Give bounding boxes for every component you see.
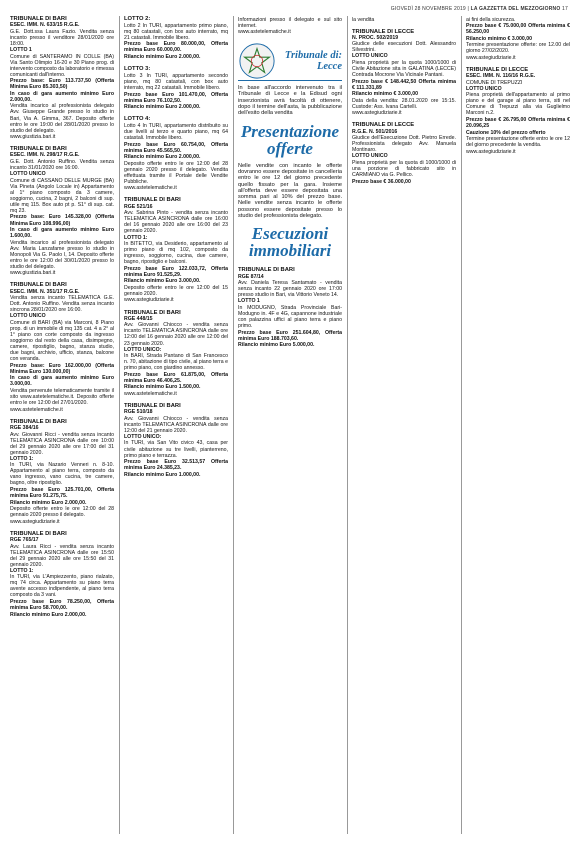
- listing-entry: [238, 267, 342, 348]
- entry-desc: Piena proprietà dell'appartamento al primo piano e del garage al piano terra, siti nel Comune di Trepuzzi alla via Guglielmo Marconi n.2.: [466, 92, 570, 117]
- promo-box: [238, 41, 342, 259]
- entry-ref: ESEC. IMM. N. 351/17 R.G.E.: [10, 288, 80, 295]
- promo-title-line2: Lecce: [316, 60, 342, 72]
- listing-entry: [238, 17, 342, 36]
- entry-body: Lotto 2 In TURI, appartamento primo piano, mq 80 catastali, con box auto interrato, mq 21 catastali. Immobile libero.: [124, 22, 228, 41]
- promo-body-2: Nelle vendite con incanto le offerte dovranno essere depositate in cancelleria entro le ore 12 del giorno precedente quello fissato per la gara. Insieme all'offerta deve essere depositata una somma pari al 10% del prezzo base. Nelle vendite senza incanto le offerte possono essere depositate presso lo studio del professionista delegato.: [238, 162, 342, 219]
- entry-body: G.E. Dott.ssa Laura Fazio. Vendita senza incanto presso il venditore 28/01/2020 ore 18:00.: [10, 28, 114, 47]
- listing-entry: [10, 531, 114, 618]
- entry-desc: Piena proprietà per la quota 1000/1000 di Civile Abitazione sita in GALATINA (LECCE) Contrada Mocrone Via Vicinale Pantani.: [352, 60, 456, 79]
- heading-esecuzioni: Esecuzioni immobiliari: [248, 224, 332, 261]
- entry-title: TRIBUNALE DI LECCE: [352, 122, 415, 129]
- column-2: [119, 16, 228, 834]
- listing-entry: [466, 17, 570, 61]
- entry-extra: Rilancio minimo Euro 2.000,00.: [10, 611, 87, 618]
- entry-body: ai fini della sicurezza.: [466, 16, 516, 23]
- entry-lot: LOTTO UNICO: [10, 171, 46, 178]
- entry-extra: Rilancio minimo Euro 2.000,00.: [124, 104, 201, 111]
- entry-extra: Rilancio minimo € 3.000,00: [352, 91, 419, 98]
- entry-desc: Comune di SANTERAMO IN COLLE (BA) Via Santo Olimpio 16-20 e 30 Piano prog. di intervento composto da laboratorio e rimessa comunicanti dall'interno.: [10, 53, 114, 78]
- entry-url[interactable]: www.giustizia.bari.it: [10, 134, 56, 141]
- entry-price: Prezzo base Euro 251.604,80, Offerta minima Euro 188.703,60.: [238, 329, 342, 342]
- entry-body: Avv. Giovanni Chiocco - vendita senza incanto TELEMATICA ASINCRONA dalle ore 12:00 del 16 gennaio 2020 alle ore 12:00 del 23 gennaio 2020.: [124, 322, 228, 347]
- entry-contact: Vendita incarico al professionista delegato Avv. Maria Lanzafame presso lo studio in Monopoli Via G. Paolo I, 14. Deposito offerte entro le ore 12:00 del 30/01/2020 presso lo studio del delegato.: [10, 239, 114, 270]
- entry-url[interactable]: www.astegiudiziarie.it: [352, 110, 402, 117]
- entry-desc: In BITETTO, via Desiderio, appartamento al primo piano di mq 102, composto da ingresso, soggiorno, cucina, due camere, bagno, ripostiglio e balconi.: [124, 241, 228, 266]
- entry-contact: Vendita pervenute telematicamente tramite il sito www.astetelematiche.it. Deposito offerte entro le ore 12:00 del 27/01/2020.: [10, 387, 114, 407]
- listing-entry: [10, 146, 114, 276]
- entry-lot: LOTTO UNICO:: [124, 346, 162, 353]
- page: [10, 16, 570, 834]
- entry-lot: LOTTO UNICO: [352, 153, 388, 160]
- entry-ref: N. PROC. 502/2019: [352, 34, 399, 41]
- entry-title: LOTTO 2:: [124, 16, 151, 22]
- entry-url[interactable]: www.astegiudiziarie.it: [124, 297, 174, 304]
- entry-extra: Rilancio minimo Euro 3.000,00.: [124, 278, 201, 285]
- entry-body: Vendita senza incanto TELEMATICA G.E. Dott. Antonio Ruffino. Vendita senza incanto sincrona 28/01/2020 ore 16:00.: [10, 295, 114, 314]
- listing-entry: [124, 310, 228, 397]
- entry-url[interactable]: www.astetelematiche.it: [10, 406, 63, 413]
- entry-price: Prezzo base € 36.000,00: [352, 178, 411, 185]
- entry-desc: Piena proprietà per la quota di 1000/1000 di una porzione di fabbricato sito in CARMIANO via G. Pellico.: [352, 159, 456, 179]
- listing-entry: [10, 419, 114, 525]
- entry-body: Lotto 4 In TURI, appartamento distribuito su due livelli al terzo e quarto piano, mq 64 catastali. Immobile libero.: [124, 122, 228, 142]
- entry-lot: LOTTO UNICO: [352, 53, 388, 60]
- entry-url[interactable]: www.astetelematiche.it: [124, 185, 177, 192]
- entry-title: TRIBUNALE DI BARI: [10, 530, 67, 537]
- header-date: GIOVEDÌ 28 NOVEMBRE 2019: [390, 6, 466, 12]
- promo-title-line1: Tribunale di:: [284, 49, 342, 61]
- entry-body: Informazioni presso il delegato e sul sito internet.: [238, 16, 342, 29]
- entry-desc: In TURI, via San Vito civico 43, casa per civile abitazione su tre livelli, pianterreno, primo piano e terrazza.: [124, 440, 228, 459]
- entry-body: Lotto 3 In TURI, appartamento secondo piano, mq 80 catastali, con box auto interrato, mq 22 catastali. Immobile libero.: [124, 72, 228, 91]
- entry-url[interactable]: www.giustizia.bari.it: [10, 270, 56, 277]
- entry-url[interactable]: www.astegiudiziarie.it: [466, 54, 516, 61]
- promo-body: In base all'accordo intervenuto tra il Tribunale di Lecce e la Edisud ogni inserzionista avrà facoltà di ottenere, dopo il termine dell'asta, la pubblicazione dell'esito della vendita: [238, 85, 342, 117]
- entry-body: Avv. Giovanni Ricci - vendita senza incanto TELEMATICA ASINCRONA dalle ore 10:00 del 29 gennaio 2020 alle ore 17:00 del 31 gennaio 2020.: [10, 431, 114, 456]
- entry-extra: Rilancio minimo Euro 1.000,00.: [124, 471, 201, 478]
- entry-lot: LOTTO 1: [238, 298, 260, 305]
- entry-title: LOTTO 3:: [124, 66, 151, 73]
- entry-extra: In caso di gara aumento minimo Euro 1.600,00.: [10, 227, 114, 240]
- entry-title: TRIBUNALE DI BARI: [124, 309, 181, 316]
- entry-body: Avv. Sabrina Pinto - vendita senza incanto TELEMATICA ASINCRONA dalle ore 16:00 del 16 gennaio 2020 alle ore 16:00 del 23 gennaio 2020.: [124, 210, 228, 235]
- listing-entry: [124, 197, 228, 303]
- entry-desc: In TURI, via Nazario Venneri n. 8-10. Appartamento al piano terra, composto da vano ingresso, vano cucina, tre camere, bagno, oltre ripostiglio.: [10, 462, 114, 487]
- entry-extra: In caso di gara aumento minimo Euro 3.000,00.: [10, 375, 114, 388]
- listing-entry: [466, 67, 570, 155]
- promo-title: [285, 50, 342, 72]
- entry-price: Prezzo base Euro 78.250,00, Offerta minima Euro 58.700,00.: [10, 598, 114, 612]
- column-5: [461, 16, 570, 834]
- entry-contact: Deposito offerte entro le ore 12:00 del 15 gennaio 2020.: [124, 284, 228, 297]
- entry-ref: RGE 384/16: [10, 424, 39, 431]
- entry-ref: RGE 521/16: [124, 203, 153, 210]
- emblem-icon: [238, 42, 276, 80]
- entry-price: Prezzo base Euro 101.470,00, Offerta minima Euro 76.102,50.: [124, 91, 228, 104]
- listing-entry: [124, 66, 228, 110]
- entry-ref: ESEC. IMM. N. 298/17 R.G.E.: [10, 152, 80, 159]
- entry-extra: In caso di gara aumento minimo Euro 2.000,00.: [10, 90, 114, 103]
- listing-entry: [352, 122, 456, 184]
- entry-ref: ESEC. IMM. N. 633/15 R.G.E.: [10, 22, 80, 29]
- entry-extra: Rilancio minimo Euro 2.000,00.: [10, 499, 87, 506]
- entry-ref: R.G.E. N. 501/2016: [352, 128, 398, 135]
- listing-entry: [124, 403, 228, 478]
- entry-price: Prezzo base € 148.442,50 Offerta minima € 111.331,89: [352, 78, 456, 91]
- entry-lot: LOTTO 1:: [10, 567, 34, 574]
- entry-extra: Rilancio minimo Euro 2.000,00.: [124, 154, 201, 161]
- entry-url[interactable]: www.astegiudiziarie.it: [466, 148, 516, 155]
- entry-price: Prezzo base: Euro 113.737,50 (Offerta Minima Euro 85.303,50): [10, 78, 114, 91]
- entry-title: TRIBUNALE DI BARI: [124, 197, 181, 204]
- listing-entry: [124, 16, 228, 60]
- entry-contact: Vendita incarico al professionista delegato Avv. Giuseppe Grande presso lo studio in Bari, Via A. Gimma, 367. Deposito offerte entro le ore 19:00 del 28/01/2020 presso lo studio del delegato.: [10, 103, 114, 134]
- listing-entry: [10, 16, 114, 140]
- entry-title: LOTTO 4:: [124, 116, 151, 123]
- entry-price: Prezzo base Euro 61.875,00, Offerta minima Euro 46.406,25.: [124, 371, 228, 384]
- entry-body: Avv. Daniela Teresa Santamato - vendita senza incanto 22 gennaio 2020 ore 17:00 presso studio in Bari, via Vittorio Veneto 14.: [238, 280, 342, 299]
- column-4: [347, 16, 456, 834]
- entry-price: Prezzo base: Euro 162.000,00 (Offerta Minima Euro 130.000,00): [10, 362, 114, 375]
- entry-desc: In TURI, via L'Ampiezzento, piano rialzato, mq 74 circa. Appartamento su piano terra avente accesso indipendente, al piano terra composto da 3 vani.: [10, 574, 114, 599]
- entry-price: Prezzo base Euro 80.000,00, Offerta minima Euro 60.000,00.: [124, 41, 228, 54]
- entry-price: Prezzo base € 75.000,00 Offerta minima € 56.250,00: [466, 23, 570, 36]
- entry-title: TRIBUNALE DI BARI: [10, 418, 67, 425]
- entry-contact: Termine presentazione offerte: ore 12.00 del giorno 27/02/2020.: [466, 42, 570, 55]
- entry-title: TRIBUNALE DI BARI: [238, 267, 295, 274]
- entry-body: Avv. Giovanni Chiocco - vendita senza incanto TELEMATICA ASINCRONA dalle ore 12:00 del 21 gennaio 2020.: [124, 415, 228, 434]
- entry-title: TRIBUNALE DI LECCE: [466, 66, 529, 73]
- entry-lot: LOTTO 1:: [124, 234, 148, 241]
- entry-url[interactable]: www.astetelematiche.it: [124, 390, 177, 397]
- entry-desc: Comune di CASSANO DELLE MURGE (BA) Via Pineta (Angolo Locale in) Appartamento al 1° piano composto da 3 camere, soggiorno, cucina, 2 bagni, 2 balconi di sup. utile mq 115. Box auto pt p. S1° di sup. cat. mq 23.: [10, 177, 114, 214]
- entry-ref: RGE 510/18: [124, 409, 153, 416]
- entry-extra: Cauzione 10% del prezzo offerto: [466, 129, 546, 136]
- entry-body: la vendita: [352, 16, 375, 23]
- column-3: [233, 16, 342, 834]
- entry-lot: LOTTO UNICO:: [124, 433, 162, 440]
- entry-price: Prezzo base Euro 60.754,00, Offerta minima Euro 45.565,50.: [124, 141, 228, 154]
- entry-ref: RGE 765/17: [10, 537, 39, 543]
- entry-contact: Data della vendita: 28.01.2020 ore 15:15. Custode: Ass. Ivana Cartelli.: [352, 97, 456, 110]
- entry-lot: LOTTO 1:: [10, 455, 34, 462]
- entry-ref: ESEC. IMM. N. 116/16 R.G.E.: [466, 73, 536, 80]
- entry-desc: In MODUGNO, Strada Provinciale Bari-Modugno in. 4F e 4G, capannone industriale con palazzina uffici al piano terra e piano primo.: [238, 304, 342, 329]
- listing-entry: [10, 282, 114, 412]
- entry-desc: Comune di BARI (BA) via Marconi, 8 Piano prop. di un immobile di mq 135 cat. 4 a 2° al 1° piano con corte composto da ingresso soggiorno dal resto della casa, disimpegno, camere, ripostiglio, bagno, stanza studio, due bagni, archivio, ufficio, stanza, balcone con veranda.: [10, 319, 114, 363]
- entry-title: TRIBUNALE DI BARI: [10, 282, 67, 289]
- listing-entry: [352, 17, 456, 23]
- column-1: [10, 16, 114, 834]
- page-header: GIOVEDÌ 28 NOVEMBRE 2019 | LA GAZZETTA DEL MEZZOGIORNO 17: [390, 6, 568, 12]
- entry-ref: RGE 87/14: [238, 273, 264, 280]
- entry-title: TRIBUNALE DI LECCE: [352, 28, 415, 35]
- entry-contact: Deposito offerte entro le ore 12:00 del 28 gennaio 2020 presso il delegato. Vendita effettuata tramite il Portale delle Vendite Pubbliche.: [124, 160, 228, 185]
- entry-extra: Rilancio minimo Euro 5.000,00.: [238, 342, 315, 349]
- listing-entry: [352, 29, 456, 117]
- entry-contact: Termine presentazione offerte entro le ore 12 del giorno precedente la vendita.: [466, 136, 570, 149]
- entry-url[interactable]: www.astegiudiziarie.it: [10, 518, 60, 525]
- header-page: 17: [562, 6, 568, 12]
- listing-entry: [124, 116, 228, 191]
- entry-url[interactable]: www.astetelematiche.it: [238, 29, 291, 36]
- entry-price: Prezzo base Euro 122.033,72, Offerta minima Euro 91.525,29.: [124, 265, 228, 278]
- entry-lot: LOTTO UNICO: [466, 85, 502, 92]
- entry-body: Avv. Laura Ricci - vendita senza incanto TELEMATICA ASINCRONA dalle ore 15:50 del 29 gennaio 2020 alle ore 15:50 del 31 gennaio 2020.: [10, 543, 114, 568]
- entry-lot: LOTTO 1: [10, 46, 32, 53]
- entry-ref: RGE 448/15: [124, 315, 153, 322]
- entry-price: Prezzo base € 26.795,00 Offerta minima € 20.096,25: [466, 116, 570, 129]
- entry-title: TRIBUNALE DI BARI: [10, 16, 67, 22]
- header-paper: LA GAZZETTA DEL MEZZOGIORNO: [470, 6, 561, 12]
- entry-title: TRIBUNALE DI BARI: [10, 146, 67, 153]
- entry-price: Prezzo base: Euro 145.328,00 (Offerta Minima Euro 108.996,00): [10, 214, 114, 227]
- entry-price: Prezzo base Euro 32.513,57 Offerta minima Euro 24.385,23.: [124, 459, 228, 472]
- entry-extra: Rilancio minimo Euro 1.500,00.: [124, 384, 201, 391]
- entry-body: Giudice dell'Esecuzione Dott. Pietrro Errede. Professionista delegato Avv. Manuela Montinaro.: [352, 135, 456, 154]
- entry-body: COMUNE DI TREPUZZI: [466, 79, 523, 86]
- entry-body: G.E. Dott. Antonio Ruffino. Vendita senza incanto 31/01/2020 ore 16:00.: [10, 159, 114, 172]
- entry-lot: LOTTO UNICO: [10, 313, 46, 320]
- entry-extra: Rilancio minimo € 3.000,00: [466, 35, 533, 42]
- entry-price: Prezzo base Euro 125.701,00, Offerta minima Euro 91.275,75.: [10, 486, 114, 499]
- entry-extra: Rilancio minimo Euro 2.000,00.: [124, 54, 201, 61]
- entry-body: Giudice delle esecuzioni Dott. Alessandro Silvestrini.: [352, 41, 456, 54]
- entry-contact: Deposito offerte entro le ore 12:00 del 28 gennaio 2020 presso il delegato.: [10, 506, 114, 519]
- entry-desc: In BARI, Strada Pantano di San Francesco n. 70, abitazione di tipo civile, al piano terra e primo piano, con giardino annesso.: [124, 353, 228, 372]
- heading-presentazione: Presentazione offerte: [240, 121, 340, 158]
- entry-title: TRIBUNALE DI BARI: [124, 402, 181, 409]
